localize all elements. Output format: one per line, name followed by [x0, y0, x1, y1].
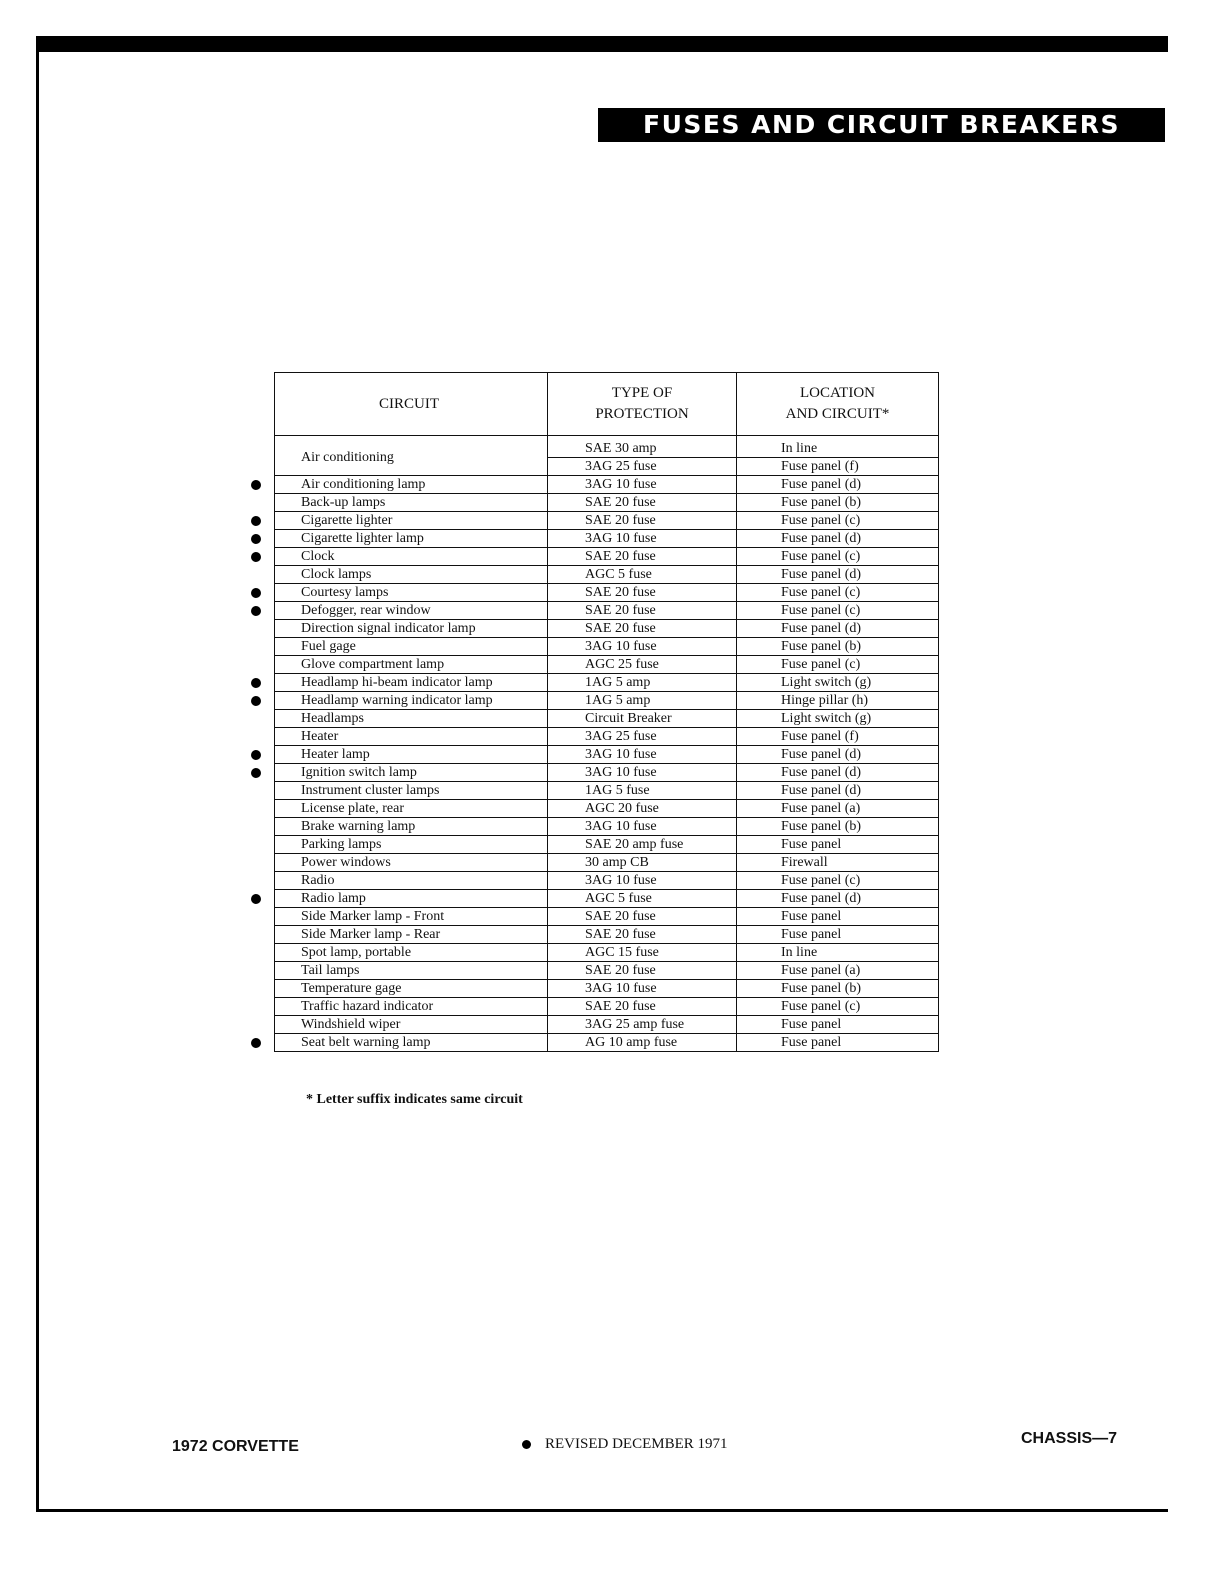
protection-cell: Circuit Breaker	[548, 710, 737, 728]
page-title: FUSES AND CIRCUIT BREAKERS	[598, 108, 1165, 142]
footer-revised-text: REVISED DECEMBER 1971	[545, 1436, 728, 1452]
location-cell: Fuse panel (b)	[737, 980, 939, 998]
circuit-cell	[275, 926, 548, 944]
location-cell: Fuse panel (d)	[737, 566, 939, 584]
circuit-cell	[275, 728, 548, 746]
protection-cell: 3AG 10 fuse	[548, 530, 737, 548]
protection-cell: 3AG 10 fuse	[548, 872, 737, 890]
circuit-name: Heater	[301, 729, 339, 744]
circuit-cell: Air conditioning	[275, 436, 548, 476]
circuit-cell	[275, 710, 548, 728]
circuit-cell	[275, 530, 548, 548]
revision-bullet-icon	[251, 894, 261, 904]
circuit-name: Air conditioning lamp	[301, 477, 426, 492]
circuit-name: Cigarette lighter	[301, 513, 393, 528]
circuit-cell	[275, 566, 548, 584]
circuit-name: Headlamp warning indicator lamp	[301, 693, 493, 708]
circuit-name: Side Marker lamp - Front	[301, 909, 445, 924]
circuit-cell	[275, 1034, 548, 1052]
protection-cell: AG 10 amp fuse	[548, 1034, 737, 1052]
location-cell: Hinge pillar (h)	[737, 692, 939, 710]
circuit-name: Headlamps	[301, 711, 364, 726]
protection-cell: 3AG 10 fuse	[548, 638, 737, 656]
revision-bullet-icon	[251, 696, 261, 706]
circuit-name: Heater lamp	[301, 747, 370, 762]
circuit-cell	[275, 836, 548, 854]
protection-cell: SAE 20 fuse	[548, 998, 737, 1016]
location-cell: Fuse panel (c)	[737, 872, 939, 890]
location-cell: Fuse panel (c)	[737, 584, 939, 602]
location-cell: Fuse panel (d)	[737, 476, 939, 494]
location-cell: Fuse panel (b)	[737, 638, 939, 656]
circuit-name: Radio	[301, 873, 335, 888]
protection-cell: SAE 20 fuse	[548, 908, 737, 926]
location-cell: Fuse panel (c)	[737, 512, 939, 530]
circuit-name: Clock lamps	[301, 567, 372, 582]
location-cell: Fuse panel (f)	[737, 458, 939, 476]
protection-cell: AGC 25 fuse	[548, 656, 737, 674]
circuit-name: Fuel gage	[301, 639, 356, 654]
table-row	[275, 476, 939, 494]
location-cell: Fuse panel (c)	[737, 548, 939, 566]
footnote: * Letter suffix indicates same circuit	[306, 1092, 523, 1107]
location-cell: Fuse panel (d)	[737, 746, 939, 764]
fuse-table	[274, 372, 939, 1052]
protection-cell: SAE 20 fuse	[548, 512, 737, 530]
location-cell: Fuse panel (d)	[737, 530, 939, 548]
header-circuit: CIRCUIT	[275, 373, 548, 436]
location-cell: Fuse panel (d)	[737, 764, 939, 782]
circuit-name: Courtesy lamps	[301, 585, 389, 600]
table-row	[275, 818, 939, 836]
location-cell: Light switch (g)	[737, 710, 939, 728]
location-cell: In line	[737, 944, 939, 962]
table-row	[275, 692, 939, 710]
circuit-cell	[275, 1016, 548, 1034]
revision-bullet-icon	[251, 534, 261, 544]
table-row	[275, 854, 939, 872]
circuit-cell	[275, 548, 548, 566]
circuit-cell	[275, 782, 548, 800]
protection-cell: 30 amp CB	[548, 854, 737, 872]
revision-bullet-icon	[522, 1440, 531, 1449]
table-row	[275, 530, 939, 548]
circuit-name: Spot lamp, portable	[301, 945, 412, 960]
revision-bullet-icon	[251, 1038, 261, 1048]
circuit-name: Back-up lamps	[301, 495, 386, 510]
table-row	[275, 620, 939, 638]
table-row	[275, 566, 939, 584]
revision-bullet-icon	[251, 768, 261, 778]
protection-cell: SAE 20 fuse	[548, 584, 737, 602]
location-cell: Fuse panel	[737, 1034, 939, 1052]
protection-cell: 3AG 10 fuse	[548, 980, 737, 998]
circuit-name: Side Marker lamp - Rear	[301, 927, 441, 942]
revision-bullet-icon	[251, 516, 261, 526]
table-row	[275, 890, 939, 908]
protection-cell: SAE 20 fuse	[548, 548, 737, 566]
circuit-cell	[275, 620, 548, 638]
circuit-cell	[275, 692, 548, 710]
table-row	[275, 926, 939, 944]
table-row	[275, 764, 939, 782]
location-cell: Fuse panel	[737, 926, 939, 944]
footer-page-number: CHASSIS—7	[1021, 1430, 1118, 1447]
circuit-name: Seat belt warning lamp	[301, 1035, 431, 1050]
circuit-cell	[275, 656, 548, 674]
table-row	[275, 872, 939, 890]
circuit-name: Instrument cluster lamps	[301, 783, 440, 798]
circuit-cell	[275, 494, 548, 512]
protection-cell: AGC 20 fuse	[548, 800, 737, 818]
table-row	[275, 710, 939, 728]
location-cell: Fuse panel (d)	[737, 620, 939, 638]
protection-cell: 3AG 10 fuse	[548, 818, 737, 836]
protection-cell: 1AG 5 amp	[548, 692, 737, 710]
location-cell: Fuse panel	[737, 836, 939, 854]
circuit-cell	[275, 980, 548, 998]
circuit-name: Tail lamps	[301, 963, 360, 978]
table-row	[275, 1034, 939, 1052]
table-row	[275, 512, 939, 530]
table-row	[275, 602, 939, 620]
protection-cell: 1AG 5 fuse	[548, 782, 737, 800]
revision-bullet-icon	[251, 606, 261, 616]
circuit-cell	[275, 854, 548, 872]
table-header-row	[275, 373, 939, 436]
table-row	[275, 836, 939, 854]
circuit-name: Direction signal indicator lamp	[301, 621, 476, 636]
location-cell: Light switch (g)	[737, 674, 939, 692]
protection-cell: AGC 15 fuse	[548, 944, 737, 962]
circuit-cell	[275, 764, 548, 782]
revision-bullet-icon	[251, 678, 261, 688]
circuit-cell	[275, 512, 548, 530]
table-row	[275, 728, 939, 746]
table-row	[275, 980, 939, 998]
protection-cell: AGC 5 fuse	[548, 566, 737, 584]
table-row	[275, 944, 939, 962]
table-row	[275, 1016, 939, 1034]
circuit-name: Traffic hazard indicator	[301, 999, 434, 1014]
circuit-name: Temperature gage	[301, 981, 402, 996]
protection-cell: SAE 20 fuse	[548, 620, 737, 638]
location-cell: In line	[737, 436, 939, 458]
protection-cell: 3AG 25 fuse	[548, 458, 737, 476]
protection-cell: 3AG 10 fuse	[548, 764, 737, 782]
circuit-cell	[275, 674, 548, 692]
circuit-cell	[275, 476, 548, 494]
circuit-cell	[275, 800, 548, 818]
circuit-cell	[275, 998, 548, 1016]
bottom-border-rule	[36, 1509, 1168, 1512]
location-cell: Fuse panel (c)	[737, 998, 939, 1016]
location-cell: Fuse panel (a)	[737, 962, 939, 980]
revision-bullet-icon	[251, 480, 261, 490]
header-protection: TYPE OF PROTECTION	[548, 373, 737, 436]
revision-bullet-icon	[251, 750, 261, 760]
circuit-name: Cigarette lighter lamp	[301, 531, 424, 546]
circuit-name: Brake warning lamp	[301, 819, 416, 834]
protection-cell: SAE 20 fuse	[548, 494, 737, 512]
circuit-name: Clock	[301, 549, 335, 564]
protection-cell: SAE 20 fuse	[548, 962, 737, 980]
table-row	[275, 998, 939, 1016]
protection-cell: SAE 20 fuse	[548, 926, 737, 944]
protection-cell: SAE 30 amp	[548, 436, 737, 458]
circuit-cell	[275, 602, 548, 620]
table-row	[275, 962, 939, 980]
circuit-name: Radio lamp	[301, 891, 366, 906]
circuit-name: Windshield wiper	[301, 1017, 401, 1032]
header-location: LOCATION AND CIRCUIT*	[737, 373, 939, 436]
circuit-name: License plate, rear	[301, 801, 404, 816]
table-row	[275, 674, 939, 692]
circuit-name: Defogger, rear window	[301, 603, 431, 618]
circuit-cell	[275, 908, 548, 926]
table-row	[275, 436, 939, 458]
location-cell: Fuse panel (b)	[737, 494, 939, 512]
table-row	[275, 746, 939, 764]
protection-cell: AGC 5 fuse	[548, 890, 737, 908]
circuit-cell	[275, 890, 548, 908]
footer-model: 1972 CORVETTE	[172, 1438, 299, 1455]
location-cell: Fuse panel (d)	[737, 782, 939, 800]
table-row	[275, 800, 939, 818]
table-row	[275, 494, 939, 512]
circuit-cell	[275, 638, 548, 656]
table-row	[275, 782, 939, 800]
protection-cell: SAE 20 fuse	[548, 602, 737, 620]
table-row	[275, 656, 939, 674]
table-row	[275, 584, 939, 602]
circuit-name: Power windows	[301, 855, 391, 870]
location-cell: Firewall	[737, 854, 939, 872]
circuit-cell	[275, 818, 548, 836]
circuit-name: Glove compartment lamp	[301, 657, 445, 672]
circuit-name: Ignition switch lamp	[301, 765, 417, 780]
footer-revised	[522, 1436, 728, 1453]
protection-cell: 3AG 25 amp fuse	[548, 1016, 737, 1034]
circuit-cell	[275, 746, 548, 764]
table-row	[275, 638, 939, 656]
left-border-rule	[36, 36, 39, 1512]
location-cell: Fuse panel (a)	[737, 800, 939, 818]
protection-cell: 3AG 10 fuse	[548, 746, 737, 764]
revision-bullet-icon	[251, 552, 261, 562]
circuit-cell	[275, 944, 548, 962]
protection-cell: 3AG 10 fuse	[548, 476, 737, 494]
location-cell: Fuse panel (c)	[737, 656, 939, 674]
protection-cell: 1AG 5 amp	[548, 674, 737, 692]
location-cell: Fuse panel	[737, 908, 939, 926]
protection-cell: SAE 20 amp fuse	[548, 836, 737, 854]
table-row	[275, 548, 939, 566]
location-cell: Fuse panel (d)	[737, 890, 939, 908]
circuit-name: Parking lamps	[301, 837, 382, 852]
location-cell: Fuse panel (f)	[737, 728, 939, 746]
circuit-cell	[275, 584, 548, 602]
location-cell: Fuse panel	[737, 1016, 939, 1034]
protection-cell: 3AG 25 fuse	[548, 728, 737, 746]
circuit-name: Headlamp hi-beam indicator lamp	[301, 675, 493, 690]
revision-bullet-icon	[251, 588, 261, 598]
top-border-bar	[36, 36, 1168, 52]
location-cell: Fuse panel (b)	[737, 818, 939, 836]
table-row	[275, 908, 939, 926]
circuit-cell	[275, 962, 548, 980]
circuit-cell	[275, 872, 548, 890]
location-cell: Fuse panel (c)	[737, 602, 939, 620]
